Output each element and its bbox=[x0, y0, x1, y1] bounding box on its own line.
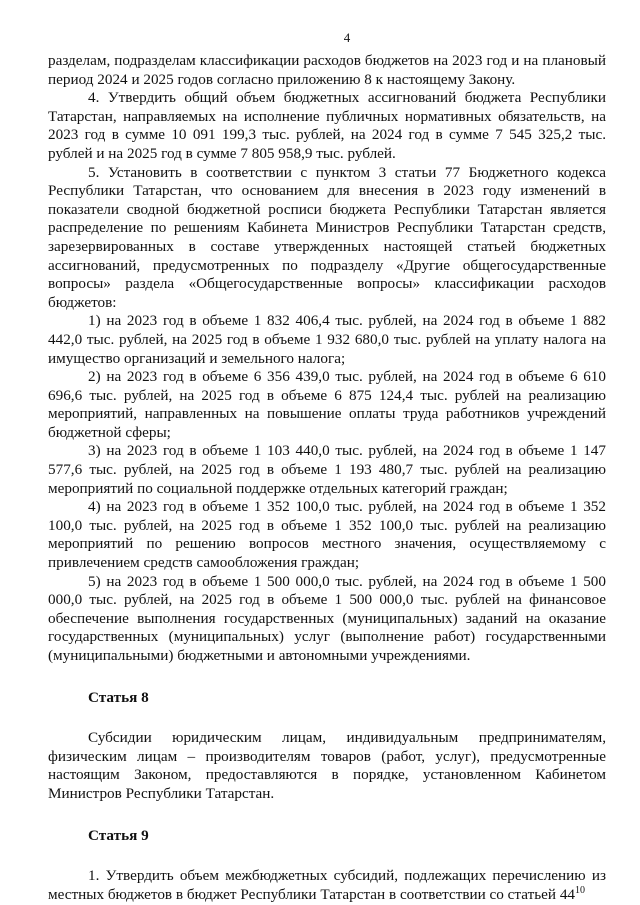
subitem-4: 4) на 2023 год в объеме 1 352 100,0 тыс. рублей, на 2024 год в объеме 1 352 100,0 тыс. рублей, на 2025 год в объеме 1 352 100,0 тыс. рублей на реализацию мероприятий по решению вопросов местного значения, осуществляемому с привлечением средств самообложения граждан; bbox=[48, 498, 606, 572]
page-number: 4 bbox=[343, 30, 351, 45]
subitem-1: 1) на 2023 год в объеме 1 832 406,4 тыс. рублей, на 2024 год в объеме 1 882 442,0 тыс. рублей, на 2025 год в объеме 1 932 680,0 тыс. рублей на уплату налога на имущество организаций и земельного налога; bbox=[48, 312, 606, 367]
document-page bbox=[48, 30, 606, 904]
subitem-5: 5) на 2023 год в объеме 1 500 000,0 тыс. рублей, на 2024 год в объеме 1 500 000,0 тыс. рублей, на 2025 год в объеме 1 500 000,0 тыс. рублей на финансовое обеспечение выполнения государственных (муниципальных) заданий на оказание государственных (муниципальных) услуг (выполнение работ) государственными (муниципальными) бюджетными и автономными учреждениями. bbox=[48, 572, 606, 664]
article-9-superscript: 10 bbox=[575, 884, 586, 896]
paragraph-continuation: разделам, подразделам классификации расходов бюджетов на 2023 год и на плановый период 2024 и 2025 годов согласно приложению 8 к настоящему Закону. bbox=[48, 52, 606, 88]
article-8-text: Субсидии юридическим лицам, индивидуальным предпринимателям, физическим лицам – производителям товаров (работ, услуг), предусмотренные настоящим Законом, предоставляются в порядке, установленном Кабинетом Министров Республики Татарстан. bbox=[48, 729, 606, 802]
article-9-heading: Статья 9 bbox=[88, 826, 149, 844]
article-9-text-body: 1. Утвердить объем межбюджетных субсидий, подлежащих перечислению из местных бюджетов в бюджет Республики Татарстан в соответствии со статьей 44 bbox=[48, 867, 606, 903]
paragraph-item-4: 4. Утвердить общий объем бюджетных ассигнований бюджета Республики Татарстан, направляемых на исполнение публичных нормативных обязательств, на 2023 год в сумме 10 091 199,3 тыс. рублей, на 2024 год в сумме 7 545 325,2 тыс. рублей и на 2025 год в сумме 7 805 958,9 тыс. рублей. bbox=[48, 89, 606, 162]
article-9-text bbox=[48, 867, 606, 904]
article-8-heading: Статья 8 bbox=[88, 688, 149, 706]
subitem-3: 3) на 2023 год в объеме 1 103 440,0 тыс. рублей, на 2024 год в объеме 1 147 577,6 тыс. рублей, на 2025 год в объеме 1 193 480,7 тыс. рублей на реализацию мероприятий по социальной поддержке отдельных категорий граждан; bbox=[48, 442, 606, 497]
subitem-2: 2) на 2023 год в объеме 6 356 439,0 тыс. рублей, на 2024 год в объеме 6 610 696,6 тыс. рублей, на 2025 год в объеме 6 875 124,4 тыс. рублей на реализацию мероприятий, направленных на повышение оплаты труда работников учреждений бюджетной сферы; bbox=[48, 368, 606, 441]
paragraph-item-5: 5. Установить в соответствии с пунктом 3 статьи 77 Бюджетного кодекса Республики Татарстан, что основанием для внесения в 2023 году изменений в показатели сводной бюджетной росписи бюджета Республики Татарстан является распределение по решениям Кабинета Министров Республики Татарстан средств, зарезервированных в составе утвержденных настоящей статьей бюджетных ассигнований, предусмотренных по подразделу «Другие общегосударственные вопросы» раздела «Общегосударственные вопросы» классификации расходов бюджетов: bbox=[48, 163, 606, 311]
